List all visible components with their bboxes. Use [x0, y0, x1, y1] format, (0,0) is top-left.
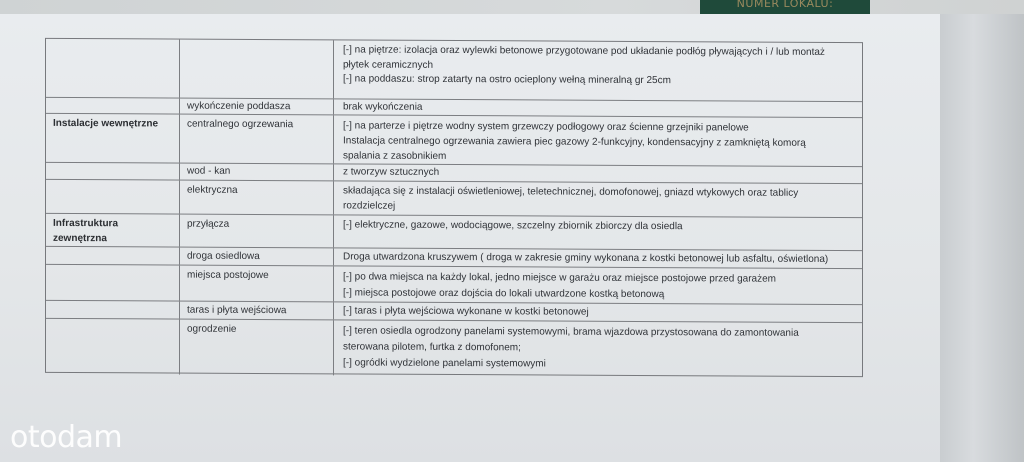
description-line: [-] na poddaszu: strop zatarty na ostro ocieplony wełną mineralną gr 25cm	[343, 73, 671, 87]
description-cell	[333, 266, 862, 304]
watermark-logo: otodam	[10, 420, 123, 455]
item-cell	[179, 40, 333, 99]
description-line: [-] taras i płyta wejściowa wykonane w kostki betonowej	[343, 305, 589, 318]
description-line: spalania z zasobnikiem	[343, 150, 447, 162]
description-cell	[333, 320, 862, 378]
description-line: sterowana pilotem, furtka z domofonem;	[343, 341, 521, 354]
description-line: Droga utwardzona kruszywem ( droga w zakresie gminy wykonana z kostki betonowej lub asfaltu, oświetlona)	[343, 251, 829, 265]
banner-label: NUMER LOKALU:	[736, 0, 834, 10]
description-line: [-] ogródki wydzielone panelami systemowymi	[343, 357, 546, 370]
item-cell: elektryczna	[179, 181, 333, 215]
item-cell: przyłącza	[179, 215, 333, 248]
description-line: [-] na parterze i piętrze wodny system grzewczy podłogowy oraz ścienne grzejniki panelowe	[343, 120, 749, 134]
item-cell: centralnego ogrzewania	[179, 115, 333, 164]
description-line: brak wykończenia	[343, 101, 423, 113]
specification-table	[45, 38, 863, 377]
table-row	[46, 39, 862, 101]
page-edge	[940, 14, 1024, 462]
description-line: rozdzielczej	[343, 200, 396, 212]
table-row	[46, 264, 862, 304]
description-line: z tworzyw sztucznych	[343, 166, 440, 178]
description-line: Instalacja centralnego ogrzewania zawiera piec gazowy 2-funkcyjny, kondensacyjny z zamkniętą komorą	[343, 135, 806, 149]
description-line: [-] na piętrze: izolacja oraz wylewki betonowe przygotowane pod układanie podłóg pływających i / lub montaż	[343, 44, 825, 58]
category-cell	[46, 319, 179, 375]
category-cell	[46, 265, 179, 301]
category-cell	[46, 247, 179, 265]
description-cell	[333, 115, 862, 166]
category-cell	[46, 98, 179, 114]
background-strip	[0, 0, 1024, 14]
item-cell: miejsca postojowe	[179, 266, 333, 302]
category-cell	[46, 39, 179, 98]
table-row	[46, 113, 862, 166]
item-cell: taras i płyta wejściowa	[179, 302, 333, 320]
description-cell	[333, 40, 862, 101]
category-cell	[46, 163, 179, 180]
description-line: [-] miejsca postojowe oraz dojścia do lokali utwardzone kostką betonową	[343, 287, 665, 301]
item-cell: wykończenie poddasza	[179, 99, 333, 115]
description-line: [-] elektryczne, gazowe, wodociągowe, szczelny zbiornik zbiorczy dla osiedla	[343, 219, 683, 233]
table-row	[46, 213, 862, 250]
description-line: składająca się z instalacji oświetleniowej, teletechnicznej, domofonowej, gniazd wtykowych oraz tablicy	[343, 185, 799, 199]
item-cell: ogrodzenie	[179, 320, 333, 376]
description-line: [-] teren osiedla ogrodzony panelami systemowymi, brama wjazdowa przystosowana do zamontowania	[343, 325, 799, 339]
description-cell	[333, 181, 862, 217]
category-cell	[46, 301, 179, 319]
table-row	[46, 318, 862, 378]
table-row	[46, 179, 862, 217]
item-cell: droga osiedlowa	[179, 248, 333, 266]
description-line: płytek ceramicznych	[343, 59, 434, 71]
category-cell: Infrastruktura zewnętrzna	[53, 217, 119, 244]
category-cell	[46, 180, 179, 214]
description-cell	[333, 215, 862, 250]
category-cell: Instalacje wewnętrzne	[53, 117, 159, 130]
item-cell: wod - kan	[179, 164, 333, 181]
description-line: [-] po dwa miejsca na każdy lokal, jedno miejsce w garażu oraz miejsce postojowe przed garażem	[343, 271, 776, 285]
